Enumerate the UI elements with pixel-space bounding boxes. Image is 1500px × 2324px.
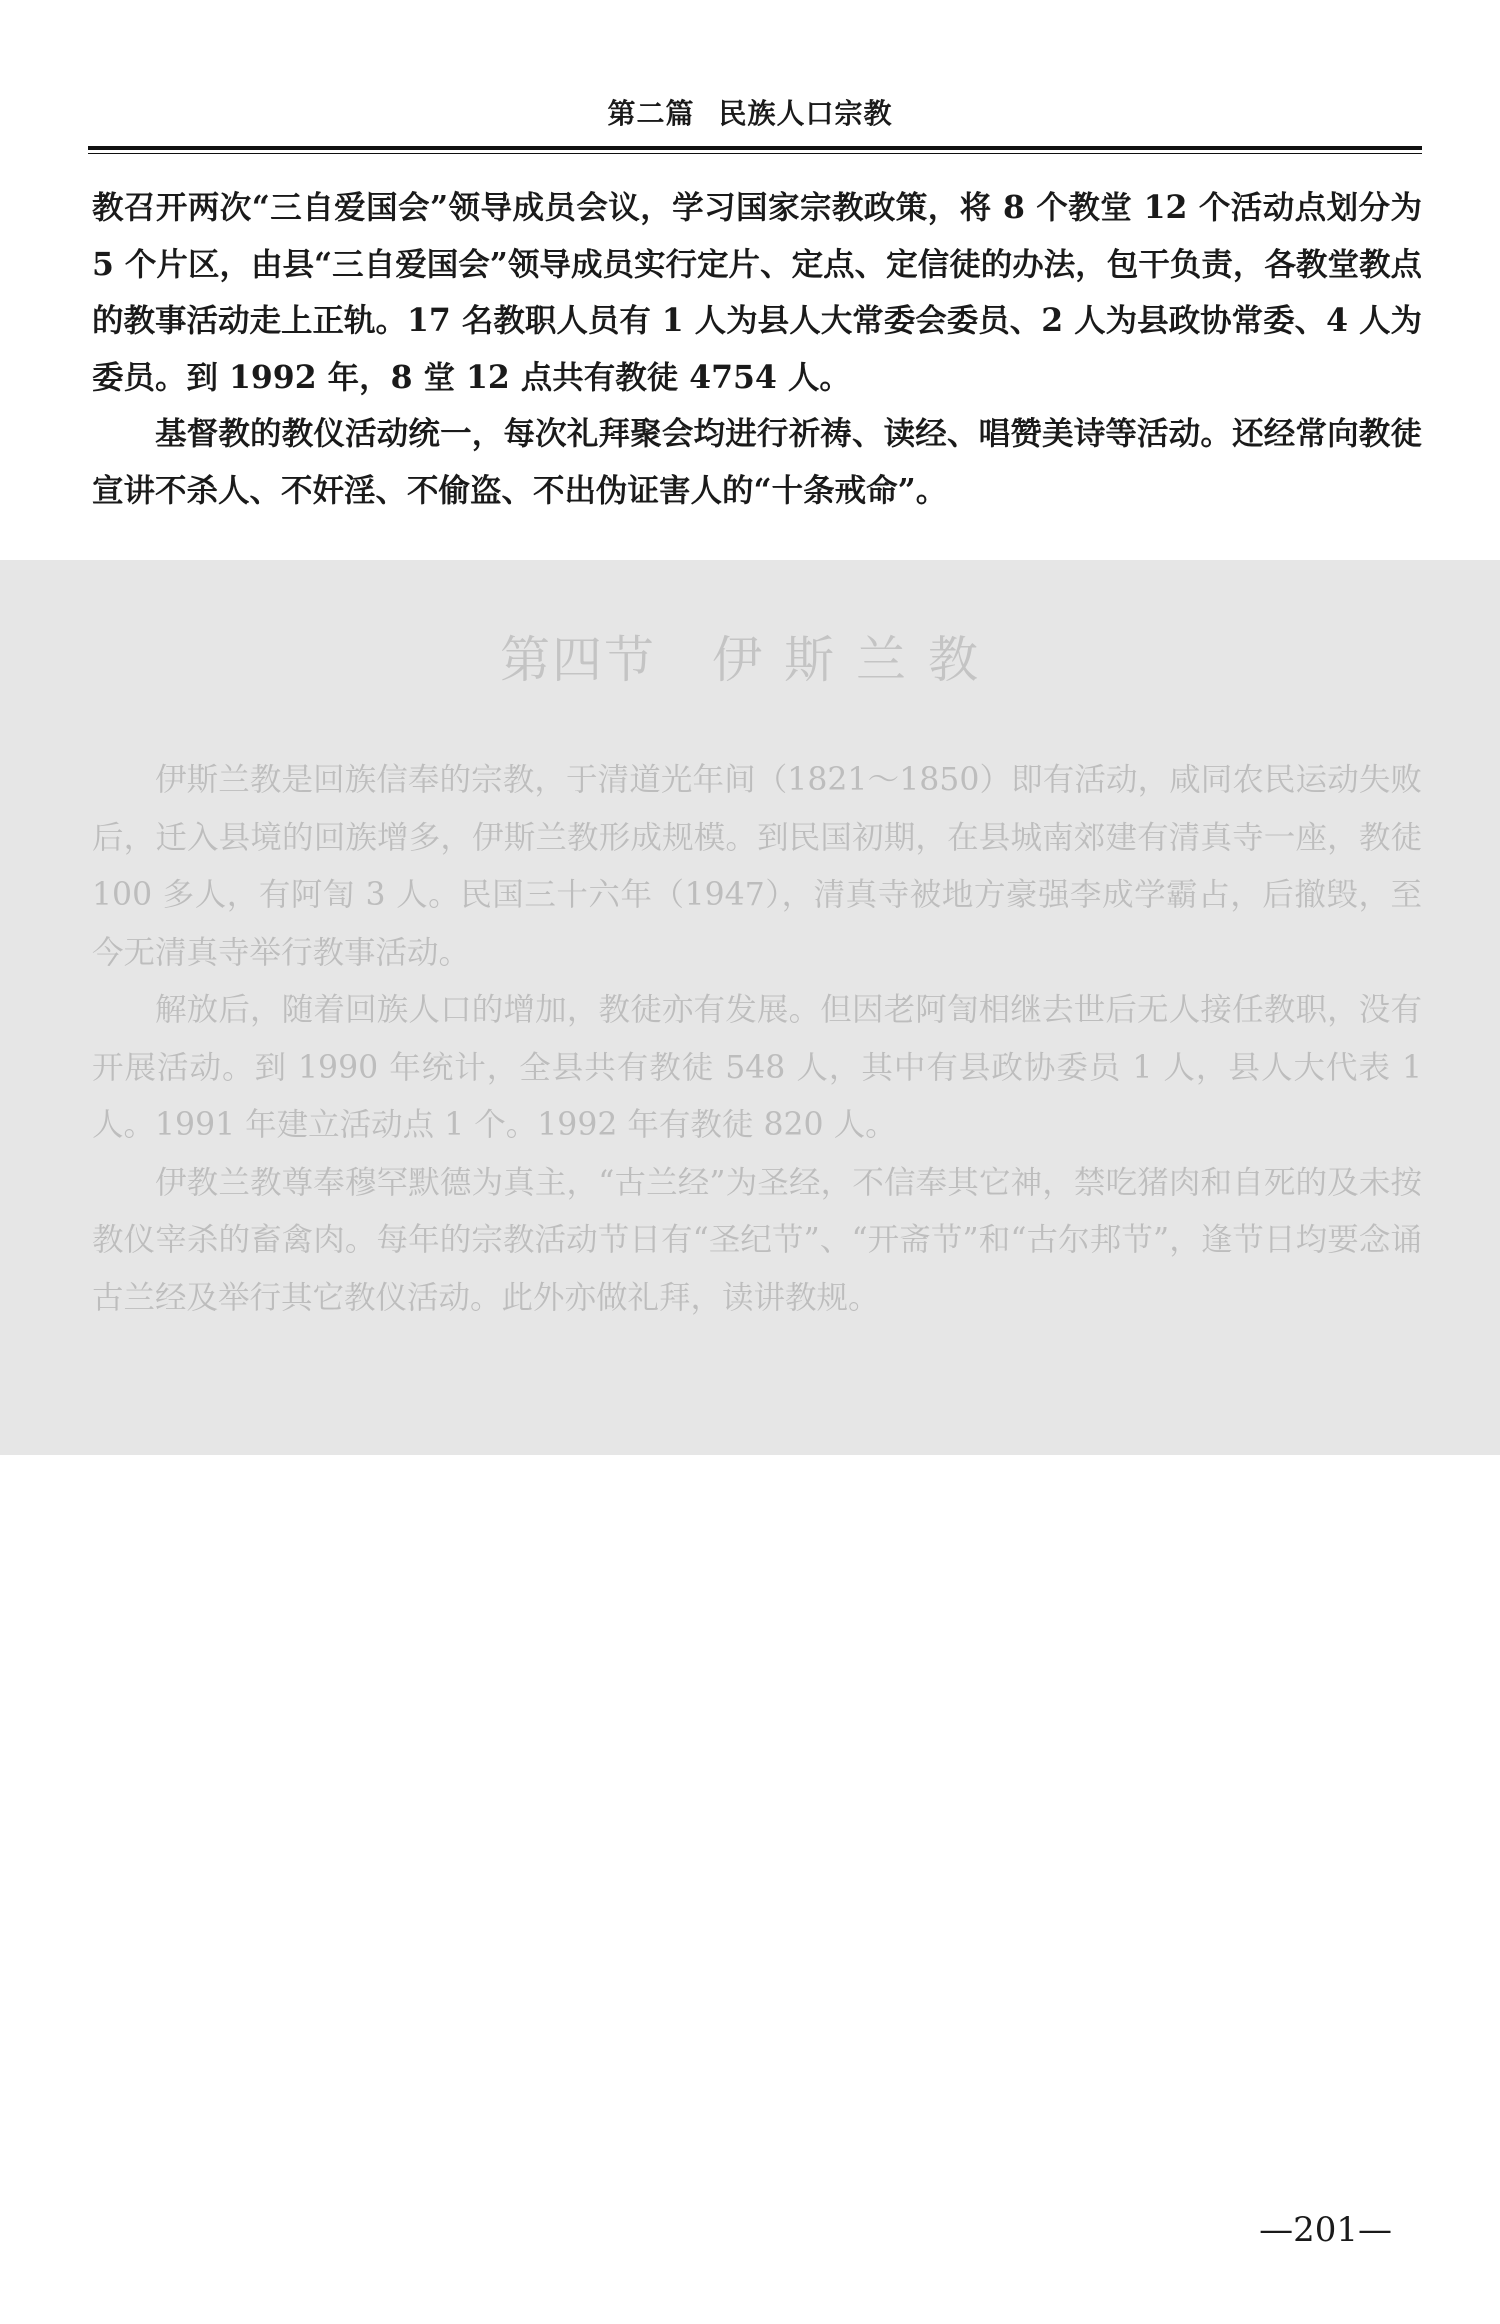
page-number: —201— bbox=[1259, 2210, 1392, 2250]
paragraph-islam-history: 伊斯兰教是回族信奉的宗教，于清道光年间（1821～1850）即有活动，咸同农民运动失败后，迁入县境的回族增多，伊斯兰教形成规模。到民国初期，在县城南郊建有清真寺一座，教徒 100 多人，有阿訇 3 人。民国三十六年（1947），清真寺被地方豪强李成学霸占，后撤毁，至今无清真寺举行教事活动。 bbox=[92, 762, 1422, 971]
paragraph-christian-rites: 基督教的教仪活动统一，每次礼拜聚会均进行祈祷、读经、唱赞美诗等活动。还经常向教徒宣讲不杀人、不奸淫、不偷盗、不出伪证害人的“十条戒命”。 bbox=[92, 415, 1422, 509]
running-header bbox=[0, 92, 1500, 132]
paragraph-islam-practices: 伊教兰教尊奉穆罕默德为真主，“古兰经”为圣经，不信奉其它神，禁吃猪肉和自死的及未按教仪宰杀的畜禽肉。每年的宗教活动节日有“圣纪节”、“开斋节”和“古尔邦节”，逢节日均要念诵古兰经及举行其它教仪活动。此外亦做礼拜，读讲教规。 bbox=[92, 1164, 1422, 1316]
section-number: 第四节 bbox=[500, 631, 656, 689]
header-rule-thick bbox=[88, 146, 1422, 150]
paragraph-continued: 教召开两次“三自爱国会”领导成员会议，学习国家宗教政策，将 8 个教堂 12 个活动点划分为 5 个片区，由县“三自爱国会”领导成员实行定片、定点、定信徒的办法，包干负责，各教堂教点的教事活动走上正轨。17 名教职人员有 1 人为县人大常委会委员、2 人为县政协常委、4 人为委员。到 1992 年，8 堂 12 点共有教徒 4754 人。 bbox=[92, 189, 1422, 396]
paragraph-islam-postliberation: 解放后，随着回族人口的增加，教徒亦有发展。但因老阿訇相继去世后无人接任教职，没有开展活动。到 1990 年统计，全县共有教徒 548 人，其中有县政协委员 1 人，县人大代表 1 人。1991 年建立活动点 1 个。1992 年有教徒 820 人。 bbox=[92, 992, 1422, 1143]
section-title: 伊斯兰教 bbox=[712, 631, 1000, 689]
header-part: 第二篇 bbox=[607, 97, 695, 130]
header-rule-thin bbox=[88, 153, 1422, 154]
section-heading bbox=[0, 620, 1500, 692]
section-body bbox=[92, 752, 1422, 1327]
header-title: 民族人口宗教 bbox=[718, 97, 893, 130]
continued-text bbox=[92, 180, 1422, 519]
